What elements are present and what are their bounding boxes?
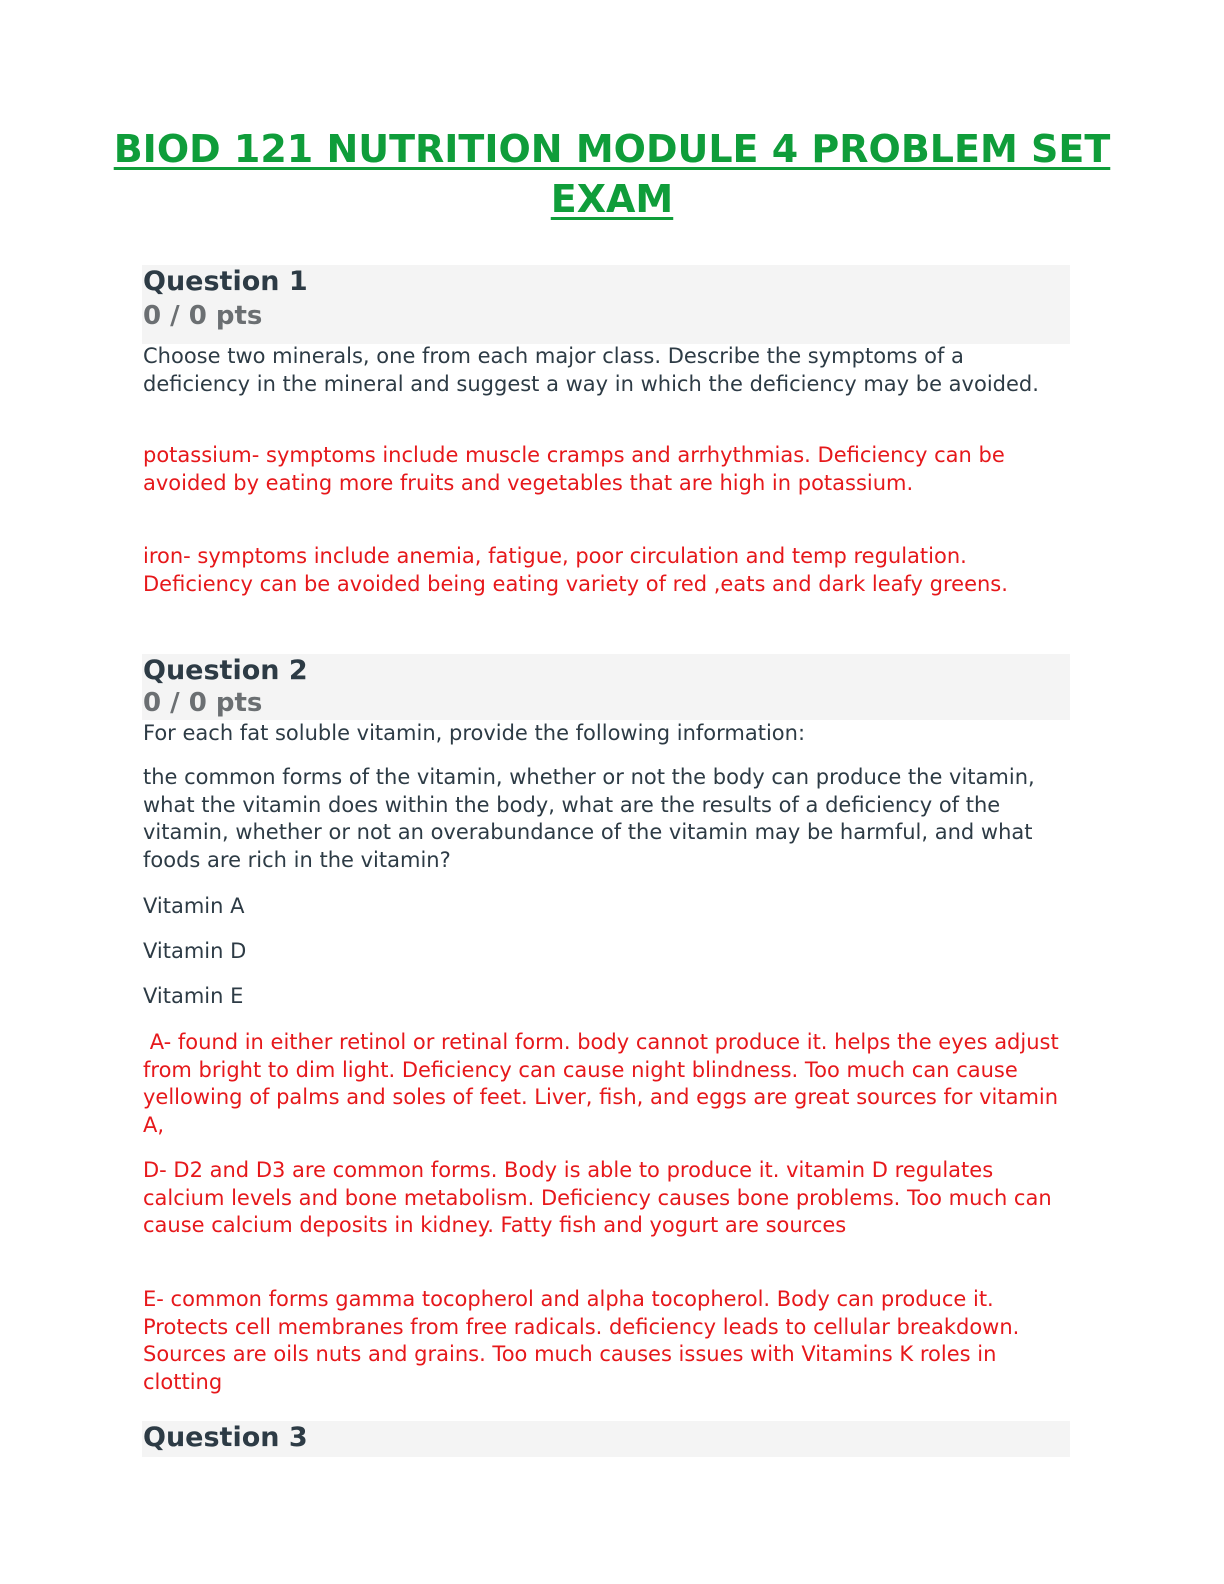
question-1-prompt: Choose two minerals, one from each major class. Describe the symptoms of a deficiency in the mineral and suggest a way in which the deficiency may be avoided.: [143, 344, 1039, 396]
question-2-answer-vitamin-e: E- common forms gamma tocopherol and alpha tocopherol. Body can produce it. Protects cell membranes from free radicals. deficiency leads to cellular breakdown. Sources are oils nuts and grains. Too much causes issues with Vitamins K roles in clotting: [143, 1287, 1020, 1394]
question-1-answer-potassium: potassium- symptoms include muscle cramps and arrhythmias. Deficiency can be avoided by eating more fruits and vegetables that are high in potassium.: [143, 443, 1005, 495]
question-1-header: [142, 265, 1070, 344]
title-line-2: EXAM: [550, 177, 674, 221]
question-2-header: [142, 654, 1070, 720]
vitamin-d-label: Vitamin D: [143, 939, 247, 963]
question-2-prompt-detail: the common forms of the vitamin, whether or not the body can produce the vitamin, what the vitamin does within the body, what are the results of a deficiency of the vitamin, whether or not an overabundance of the vitamin may be harmful, and what foods are rich in the vitamin?: [143, 765, 1035, 872]
question-2-points: 0 / 0 pts: [143, 688, 263, 718]
question-1-answer-iron: iron- symptoms include anemia, fatigue, poor circulation and temp regulation. Deficiency can be avoided being eating variety of red ,eats and dark leafy greens.: [143, 544, 1008, 596]
question-2-prompt: For each fat soluble vitamin, provide the following information:: [143, 721, 806, 745]
question-2-title: Question 2: [143, 655, 308, 686]
question-3-header: [142, 1421, 1070, 1457]
question-3-title: Question 3: [143, 1422, 308, 1453]
document-title: [100, 124, 1124, 224]
vitamin-e-label: Vitamin E: [143, 984, 244, 1008]
title-line-1: BIOD 121 NUTRITION MODULE 4 PROBLEM SET: [113, 127, 1111, 171]
question-1-title: Question 1: [143, 266, 308, 297]
question-1-points: 0 / 0 pts: [143, 301, 263, 331]
question-2-answer-vitamin-a: A- found in either retinol or retinal form. body cannot produce it. helps the eyes adjust from bright to dim light. Deficiency can cause night blindness. Too much can cause yellowing of palms and soles of feet. Liver, fish, and eggs are great sources for vitamin A,: [143, 1030, 1066, 1137]
question-2-answer-vitamin-d: D- D2 and D3 are common forms. Body is able to produce it. vitamin D regulates calcium levels and bone metabolism. Deficiency causes bone problems. Too much can cause calcium deposits in kidney. Fatty fish and yogurt are sources: [143, 1158, 1052, 1237]
vitamin-a-label: Vitamin A: [143, 894, 245, 918]
